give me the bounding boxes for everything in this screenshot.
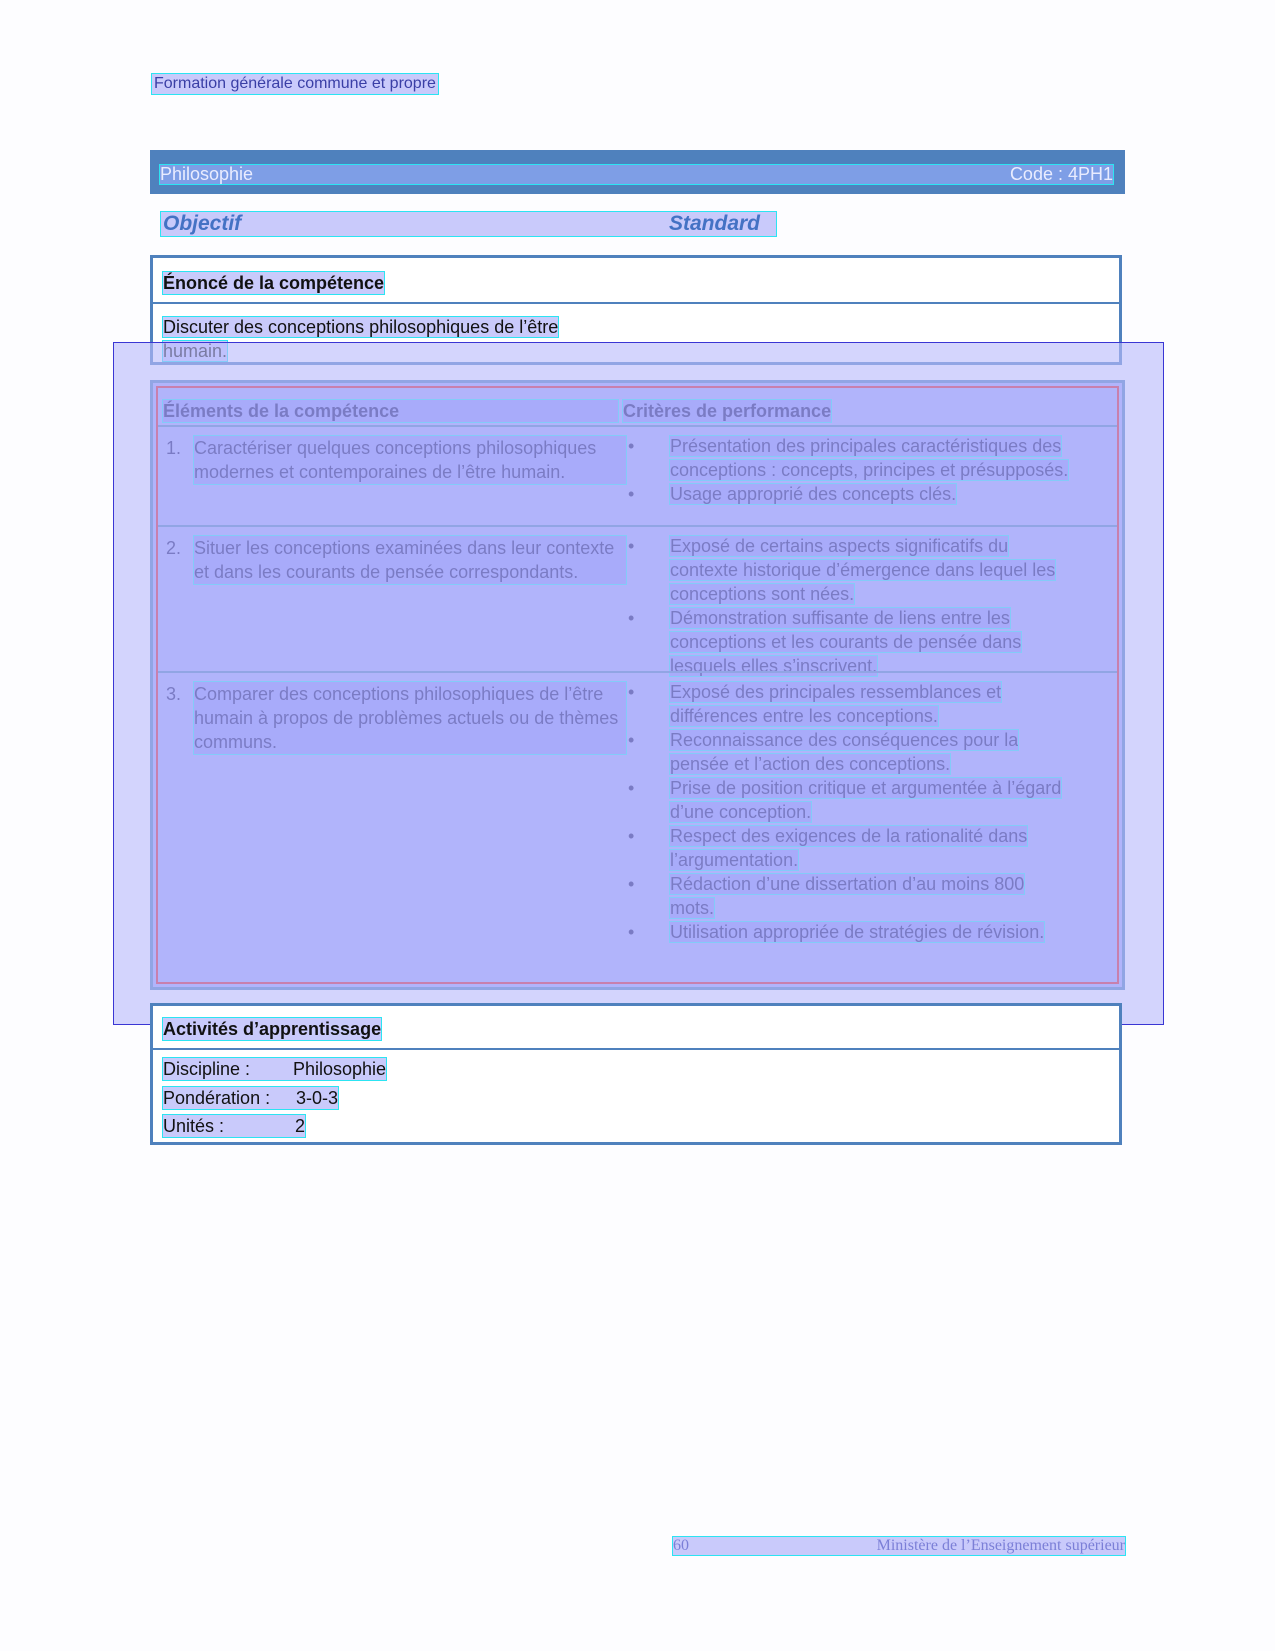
objective-standard-row xyxy=(161,212,776,236)
objective-label: Objectif xyxy=(163,212,242,235)
competence-statement-heading: Énoncé de la compétence xyxy=(163,273,385,293)
course-title-bar xyxy=(150,150,1125,194)
learning-activities-box xyxy=(150,1003,1122,1145)
selection-overlay xyxy=(113,342,1164,1025)
competence-statement-text: Discuter des conceptions philosophiques de l’être xyxy=(163,315,619,363)
course-code: Code : 4PH1 xyxy=(1009,164,1113,184)
discipline-row: Discipline : Philosophie xyxy=(163,1059,387,1079)
ministry-name: Ministère de l’Enseignement supérieur xyxy=(876,1537,1125,1554)
ponderation-row: Pondération : 3-0-3 xyxy=(163,1088,339,1108)
competence-statement-header xyxy=(153,258,1119,304)
standard-label: Standard xyxy=(669,212,761,235)
page-number: 60 xyxy=(673,1537,689,1554)
course-name: Philosophie xyxy=(160,164,254,184)
learning-activities-header xyxy=(153,1006,1119,1050)
page-footer xyxy=(673,1537,1125,1555)
unites-row: Unités : 2 xyxy=(163,1116,306,1136)
learning-activities-heading: Activités d’apprentissage xyxy=(163,1019,382,1039)
running-header: Formation générale commune et propre xyxy=(154,75,436,92)
